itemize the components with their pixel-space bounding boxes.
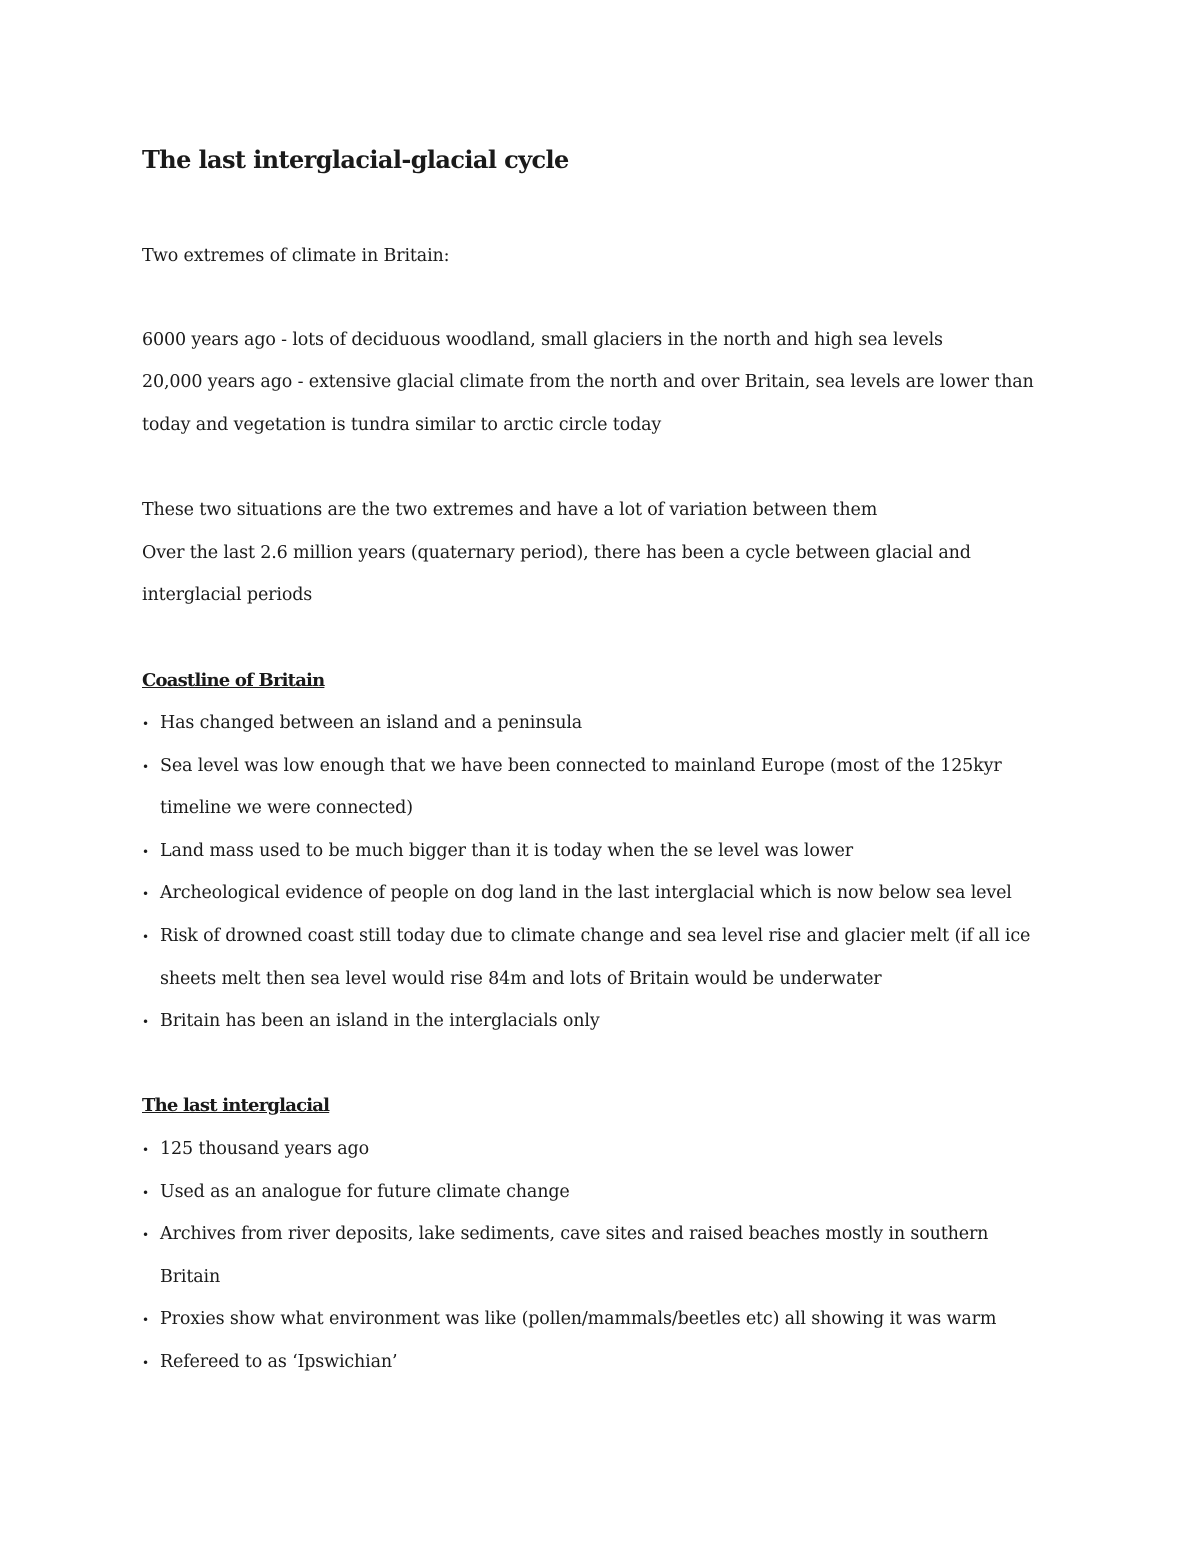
list-item: Land mass used to be much bigger than it is today when the se level was lower	[160, 841, 853, 861]
list-item: Archives from river deposits, lake sediments, cave sites and raised beaches mostly in southern	[160, 1224, 989, 1244]
list-item-continuation: sheets melt then sea level would rise 84m and lots of Britain would be underwater	[160, 969, 882, 989]
bullet-icon: •	[142, 1143, 150, 1157]
bullet-icon: •	[142, 845, 150, 859]
bullet-icon: •	[142, 1356, 150, 1370]
list-item: Britain has been an island in the interglacials only	[160, 1011, 600, 1031]
list-item: Proxies show what environment was like (pollen/mammals/beetles etc) all showing it was warm	[160, 1309, 997, 1329]
list-item: Used as an analogue for future climate change	[160, 1182, 570, 1202]
intro-text: Two extremes of climate in Britain:	[142, 246, 450, 266]
list-item-continuation: timeline we were connected)	[160, 798, 413, 818]
bullet-icon: •	[142, 1015, 150, 1029]
bullet-icon: •	[142, 887, 150, 901]
paragraph-line: Over the last 2.6 million years (quaternary period), there has been a cycle between glacial and	[142, 543, 971, 563]
list-item: 125 thousand years ago	[160, 1139, 369, 1159]
paragraph-line: today and vegetation is tundra similar to arctic circle today	[142, 415, 662, 435]
bullet-icon: •	[142, 760, 150, 774]
list-item: Archeological evidence of people on dog land in the last interglacial which is now below sea level	[160, 883, 1012, 903]
bullet-icon: •	[142, 717, 150, 731]
bullet-icon: •	[142, 930, 150, 944]
section-heading-coastline: Coastline of Britain	[142, 670, 325, 691]
paragraph-line: These two situations are the two extremes and have a lot of variation between them	[142, 500, 878, 520]
bullet-icon: •	[142, 1186, 150, 1200]
section-heading-last-interglacial: The last interglacial	[142, 1095, 330, 1116]
list-item: Sea level was low enough that we have been connected to mainland Europe (most of the 125kyr	[160, 756, 1002, 776]
paragraph-line: 20,000 years ago - extensive glacial climate from the north and over Britain, sea levels are lower than	[142, 372, 1034, 392]
list-item: Refereed to as ‘Ipswichian’	[160, 1352, 398, 1372]
bullet-icon: •	[142, 1313, 150, 1327]
list-item: Risk of drowned coast still today due to climate change and sea level rise and glacier melt (if all ice	[160, 926, 1031, 946]
bullet-icon: •	[142, 1228, 150, 1242]
paragraph-line: interglacial periods	[142, 585, 313, 605]
list-item: Has changed between an island and a peninsula	[160, 713, 583, 733]
list-item-continuation: Britain	[160, 1267, 221, 1287]
paragraph-line: 6000 years ago - lots of deciduous woodland, small glaciers in the north and high sea levels	[142, 330, 943, 350]
document-title: The last interglacial-glacial cycle	[142, 145, 569, 174]
